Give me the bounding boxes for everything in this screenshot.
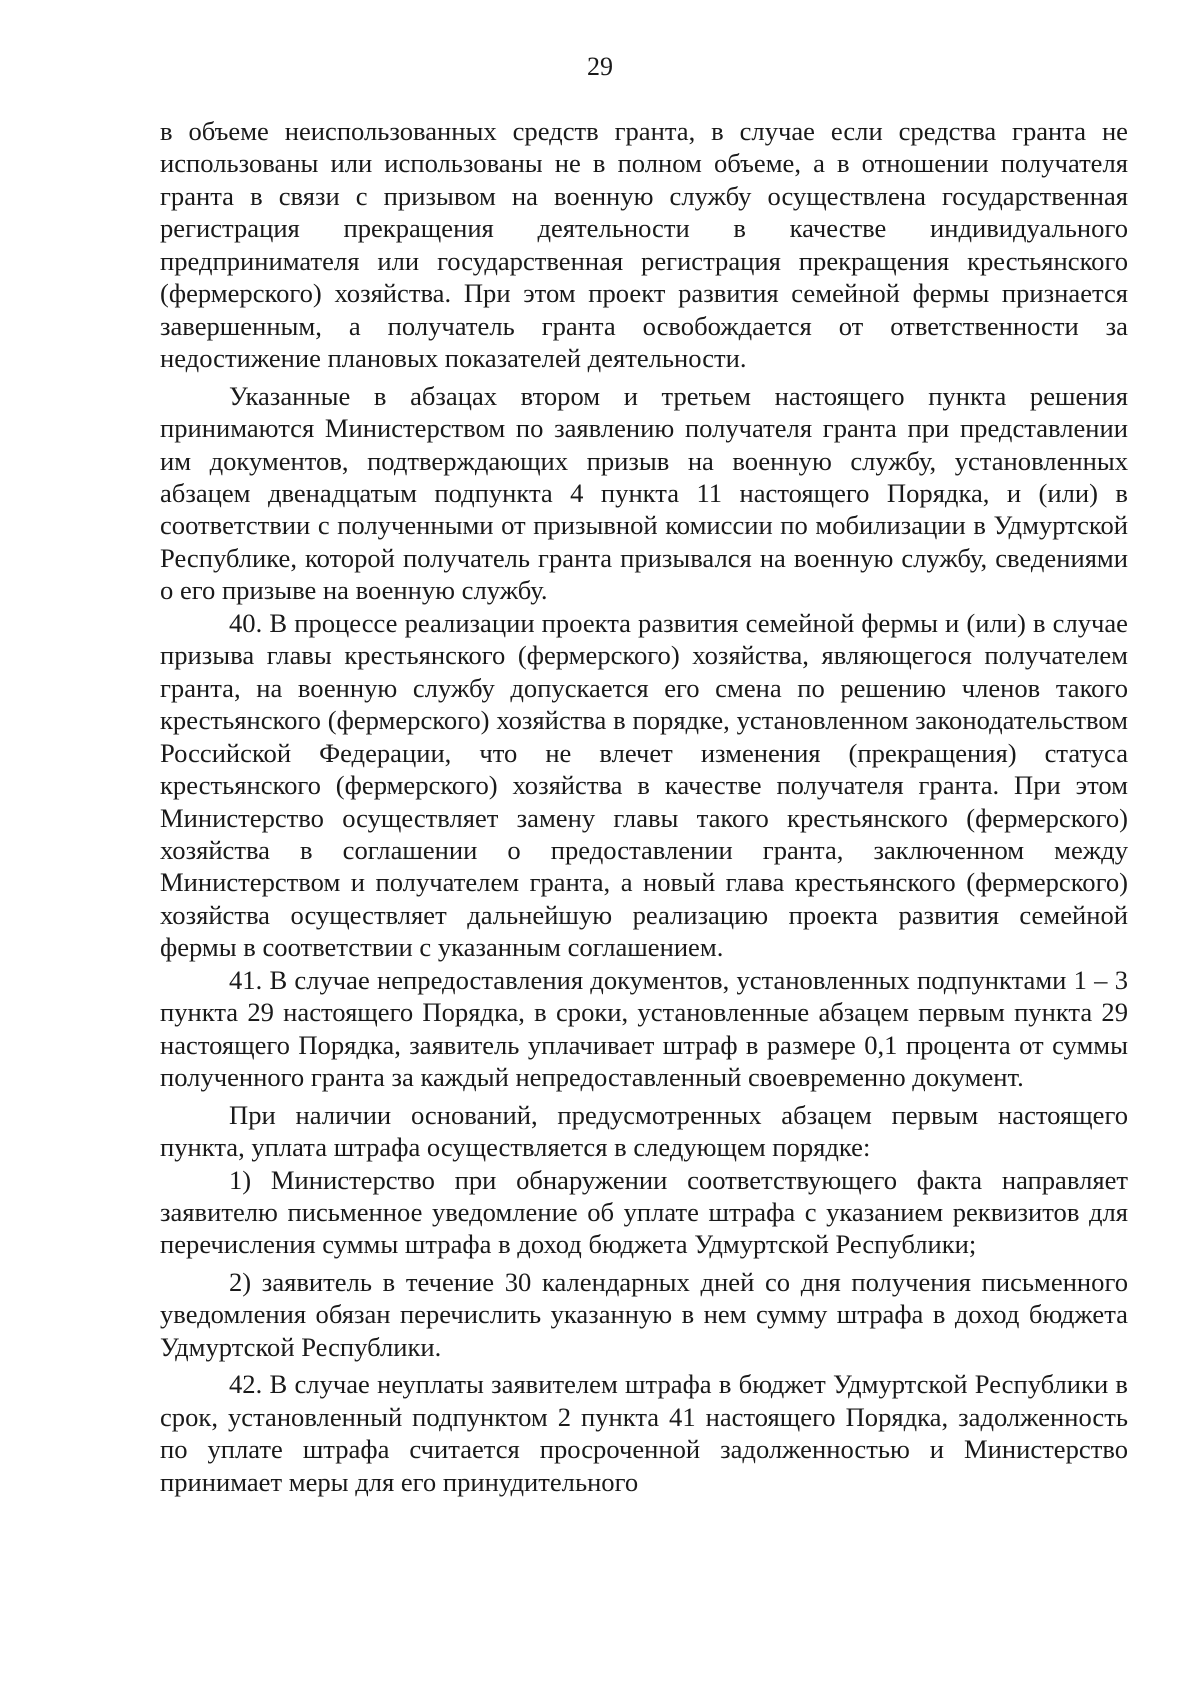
paragraph-subitem-2: 2) заявитель в течение 30 календарных дней со дня получения письменного уведомления обязан перечислить указанную в нем сумму штрафа в доход бюджета Удмуртской Республики.: [160, 1266, 1128, 1362]
paragraph-decisions: Указанные в абзацах втором и третьем настоящего пункта решения принимаются Министерством по заявлению получателя гранта при представлении им документов, подтверждающих призыв на военную службу, установленных абзацем двенадцатым подпункта 4 пункта 11 настоящего Порядка, и (или) в соответствии с полученными от призывной комиссии по мобилизации в Удмуртской Республике, которой получатель гранта призывался на военную службу, сведениями о его призыве на военную службу.: [160, 380, 1128, 606]
paragraph-item-41: 41. В случае непредоставления документов, установленных подпунктами 1 – 3 пункта 29 настоящего Порядка, в сроки, установленные абзацем первым пункта 29 настоящего Порядка, заявитель уплачивает штраф в размере 0,1 процента от суммы полученного гранта за каждый непредоставленный своевременно документ.: [160, 964, 1128, 1093]
page-number: 29: [587, 52, 613, 81]
paragraph-item-42: 42. В случае неуплаты заявителем штрафа в бюджет Удмуртской Республики в срок, установленный подпунктом 2 пункта 41 настоящего Порядка, задолженность по уплате штрафа считается просроченной задолженностью и Министерство принимает меры для его принудительного: [160, 1369, 1128, 1497]
paragraph-continuation: в объеме неиспользованных средств гранта, в случае если средства гранта не использованы или использованы не в полном объеме, а в отношении получателя гранта в связи с призывом на военную службу осуществлена государственная регистрация прекращения деятельности в качестве индивидуального предпринимателя или государственная регистрация прекращения крестьянского (фермерского) хозяйства. При этом проект развития семейной фермы признается завершенным, а получатель гранта освобождается от ответственности за недостижение плановых показателей деятельности.: [160, 116, 1128, 374]
paragraph-subitem-1: 1) Министерство при обнаружении соответствующего факта направляет заявителю письменное уведомление об уплате штрафа с указанием реквизитов для перечисления суммы штрафа в доход бюджета Удмуртской Республики;: [160, 1164, 1128, 1260]
paragraph-item-40: 40. В процессе реализации проекта развития семейной фермы и (или) в случае призыва главы крестьянского (фермерского) хозяйства, являющегося получателем гранта, на военную службу допускается его смена по решению членов такого крестьянского (фермерского) хозяйства в порядке, установленном законодательством Российской Федерации, что не влечет изменения (прекращения) статуса крестьянского (фермерского) хозяйства в качестве получателя гранта. При этом Министерство осуществляет замену главы такого крестьянского (фермерского) хозяйства в соглашении о предоставлении гранта, заключенном между Министерством и получателем гранта, а новый глава крестьянского (фермерского) хозяйства осуществляет дальнейшую реализацию проекта развития семейной фермы в соответствии с указанным соглашением.: [160, 607, 1128, 963]
paragraph-fine-procedure: При наличии оснований, предусмотренных абзацем первым настоящего пункта, уплата штрафа осуществляется в следующем порядке:: [160, 1099, 1128, 1163]
document-body: [160, 115, 1128, 1498]
